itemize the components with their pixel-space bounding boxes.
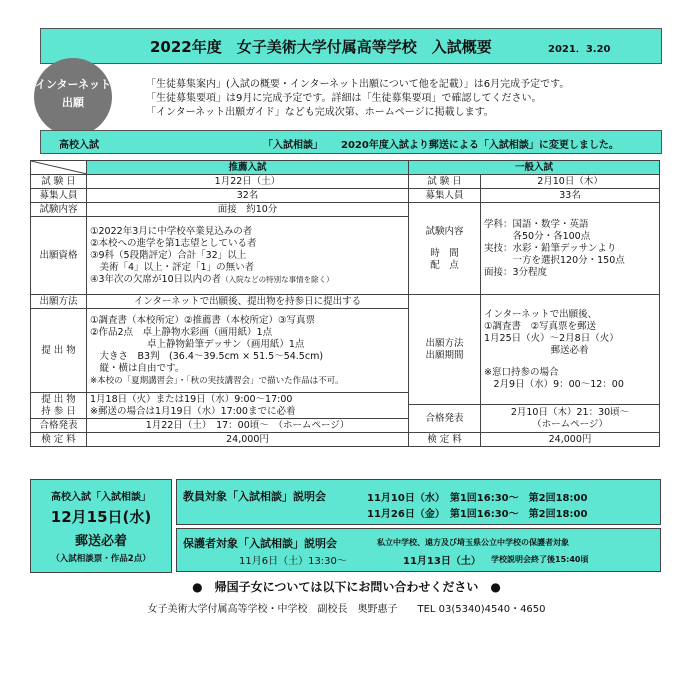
spacer [484, 357, 656, 367]
parent-session-target: 私立中学校、遠方及び埼玉県公立中学校の保護者対象 [377, 538, 569, 547]
submit-line: 卓上静物鉛筆デッサン（画用紙）1点 [90, 338, 305, 350]
qualification-note: （入院などの特別な事情を除く） [221, 274, 334, 284]
returnee-contact-heading: ● 帰国子女については以下にお問い合わせください ● [192, 580, 501, 594]
ippan-result [481, 405, 660, 433]
diagonal-line [31, 161, 87, 174]
page-title: 2022年度 女子美術大学付属高等学校 入試概要 [150, 38, 492, 56]
ippan-content-line: 一方を選択120分・150点 [484, 254, 625, 266]
ippan-content-line: 面接：3分程度 [484, 266, 548, 278]
suisen-bring [87, 393, 409, 419]
section-bar [40, 130, 662, 154]
deadline-line-1: 高校入試「入試相談」 [51, 492, 151, 503]
ippan-content-label-cell [409, 203, 481, 295]
ippan-exam-date: 2月10日（木） [481, 175, 660, 189]
notice-line: 「生徒募集要項」は9月に完成予定です。詳細は「生徒募集要項」で確認してください。 [146, 93, 542, 104]
row-label: 試 験 日 [31, 175, 87, 189]
deadline-date: 12月15日(水) [50, 508, 152, 526]
ippan-content-line: 実技：水彩・鉛筆デッサンより [484, 242, 617, 254]
deadline-line-3: 郵送必着 [74, 534, 127, 549]
section-label: 高校入試 [59, 140, 99, 151]
row-label: 検 定 料 [409, 433, 481, 447]
ippan-result-line: 2月10日（木）21：30頃～ [510, 406, 630, 418]
qualification-line [90, 274, 405, 286]
ippan-header: 一般入試 [409, 161, 660, 175]
suisen-method: インターネットで出願後、提出物を持参日に提出する [87, 295, 409, 309]
submit-line: 大きさ B3判 (36.4～39.5cm × 51.5～54.5cm) [90, 350, 324, 362]
ippan-capacity: 33名 [481, 189, 660, 203]
badge-line-1: インターネット [34, 78, 111, 91]
parent-session-box [176, 528, 661, 572]
row-label: 提 出 物 [31, 309, 87, 393]
submit-line: ※本校の「夏期講習会」・「秋の実技講習会」で描いた作品は不可。 [90, 375, 344, 386]
teacher-session-title: 教員対象「入試相談」説明会 [183, 490, 326, 503]
ippan-method-line: 1月25日（火）～2月8日（火） [484, 332, 619, 344]
notice-line: 「生徒募集案内」(入試の概要・インターネット出願について他を記載）」は6月完成予定です。 [146, 79, 570, 90]
row-label: 出願方法 出願期間 [409, 295, 481, 405]
bring-line: 1月18日（火）または19日（水）9:00～17:00 [90, 393, 293, 405]
submit-line: 縦・横は自由です。 [90, 362, 185, 374]
row-label: 募集人員 [31, 189, 87, 203]
suisen-exam-date: 1月22日（土） [87, 175, 409, 189]
suisen-qualification [87, 217, 409, 295]
suisen-capacity: 32名 [87, 189, 409, 203]
submit-line: ①調査書（本校所定）②推薦書（本校所定）③写真票 [90, 314, 316, 326]
teacher-session-box [176, 479, 661, 525]
ippan-method [481, 295, 660, 405]
row-label: 試験内容 [31, 203, 87, 217]
submit-line: ②作品2点 卓上静物水彩画（画用紙）1点 [90, 326, 273, 338]
exam-table [30, 160, 660, 447]
row-label: 試 験 日 [409, 175, 481, 189]
row-label: 募集人員 [409, 189, 481, 203]
parent-session-title: 保護者対象「入試相談」説明会 [183, 537, 337, 550]
qualification-line: ③9科（5段階評定）合計「32」以上 [90, 249, 247, 261]
row-label: 出願資格 [31, 217, 87, 295]
suisen-result: 1月22日（土） 17：00頃～ （ホームページ） [87, 419, 409, 433]
ippan-method-line: 2月9日（水）9：00～12：00 [484, 378, 624, 390]
row-label: 時 間 配 点 [430, 247, 459, 271]
ippan-method-line: ※窓口持参の場合 [484, 366, 559, 378]
deadline-line-4: （入試相談票・作品2点） [51, 554, 151, 564]
teacher-session-row: 11月10日（水） 第1回16:30～ 第2回18:00 [367, 493, 588, 504]
row-label: 提 出 物 持 参 日 [31, 393, 87, 419]
ippan-method-line: ①調査書 ②写真票を郵送 [484, 320, 597, 332]
bring-line: ※郵送の場合は1月19日（水）17:00までに必着 [90, 405, 296, 417]
ippan-content [481, 203, 660, 295]
parent-session-date: 11月13日（土） [403, 556, 481, 567]
consult-title: 「入試相談」 [263, 140, 323, 151]
notice-line: 「インターネット出願ガイド」なども完成次第、ホームページに掲載します。 [146, 107, 494, 118]
ippan-method-line: 郵送必着 [484, 344, 589, 356]
parent-session-date: 11月6日（土）13:30～ [239, 556, 347, 567]
qualification-line: ②本校への進学を第1志望としている者 [90, 237, 257, 249]
suisen-submit [87, 309, 409, 393]
parent-session-note: 学校説明会終了後15:40頃 [491, 555, 589, 564]
suisen-fee: 24,000円 [87, 433, 409, 447]
issue-date: 2021．3.20 [548, 44, 611, 55]
suisen-header: 推薦入試 [87, 161, 409, 175]
badge-line-2: 出願 [62, 96, 84, 109]
qualification-line: ①2022年3月に中学校卒業見込みの者 [90, 225, 253, 237]
row-label: 試験内容 [425, 225, 464, 237]
ippan-result-line: （ホームページ） [532, 418, 608, 430]
qualification-text: ④3年次の欠席が10日以内の者 [90, 273, 222, 285]
row-label: 出願方法 [31, 295, 87, 309]
contact-info: 女子美術大学付属高等学校・中学校 副校長 奥野惠子 TEL 03(5340)4540・4650 [147, 604, 546, 615]
ippan-content-line: 学科：国語・数学・英語 [484, 218, 589, 230]
consult-note: 2020年度入試より郵送による「入試相談」に変更しました。 [341, 140, 619, 151]
row-label: 合格発表 [31, 419, 87, 433]
qualification-line: 美術「4」以上・評定「1」の無い者 [90, 261, 255, 273]
ippan-method-line: インターネットで出願後、 [484, 308, 598, 320]
row-label: 合格発表 [409, 405, 481, 433]
row-label: 検 定 料 [31, 433, 87, 447]
ippan-content-line: 各50分・各100点 [484, 230, 591, 242]
corner-cell [31, 161, 87, 175]
ippan-fee: 24,000円 [481, 433, 660, 447]
suisen-content: 面接 約10分 [87, 203, 409, 217]
consult-deadline-box [30, 479, 172, 573]
internet-application-badge [34, 58, 112, 136]
teacher-session-row: 11月26日（金） 第1回16:30～ 第2回18:00 [367, 509, 588, 520]
